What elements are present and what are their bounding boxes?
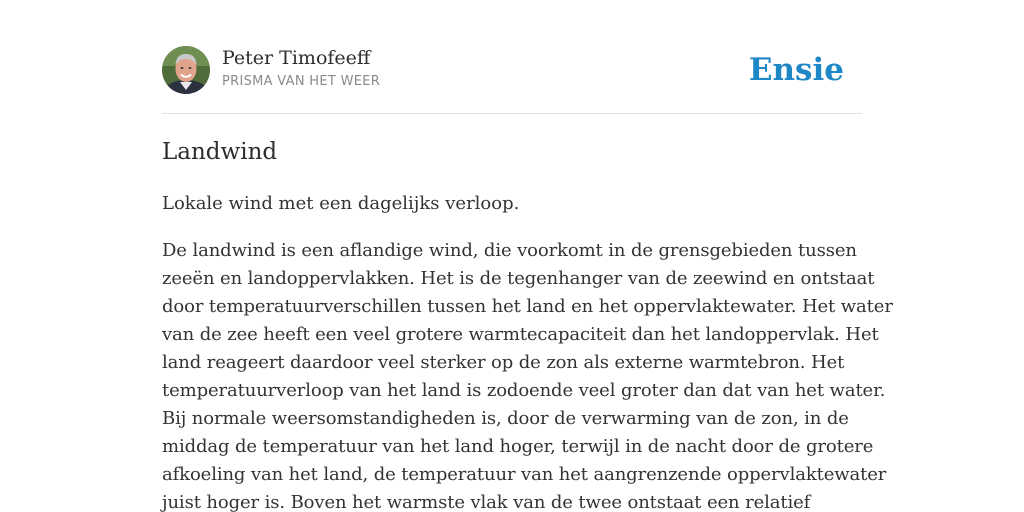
body-line: door temperatuurverschillen tussen het land en het oppervlaktewater. Het water [162,296,893,317]
body-line: zeeën en landoppervlakken. Het is de tegenhanger van de zeewind en ontstaat [162,268,875,289]
author-avatar[interactable] [162,46,210,94]
article-title: Landwind [162,139,278,165]
body-line: middag de temperatuur van het land hoger, terwijl in de nacht door de grotere [162,436,874,457]
body-line: juist hoger is. Boven het warmste vlak van de twee ontstaat een relatief [162,492,811,512]
author-subtitle[interactable]: PRISMA VAN HET WEER [222,74,381,89]
body-line: Bij normale weersomstandigheden is, door de verwarming van de zon, in de [162,408,849,429]
avatar-photo-icon [162,46,210,94]
article-summary: Lokale wind met een dagelijks verloop. [162,193,520,214]
body-line: temperatuurverloop van het land is zodoende veel groter dan dat van het water. [162,380,886,401]
body-line: van de zee heeft een veel grotere warmtecapaciteit dan het landoppervlak. Het [162,324,879,345]
article-body [162,237,893,512]
page-header [162,46,862,114]
body-line: afkoeling van het land, de temperatuur van het aangrenzende oppervlaktewater [162,464,887,485]
body-line: De landwind is een aflandige wind, die voorkomt in de grensgebieden tussen [162,240,857,261]
body-line: land reageert daardoor veel sterker op de zon als externe warmtebron. Het [162,352,845,373]
author-name[interactable]: Peter Timofeeff [222,47,371,69]
ensie-logo[interactable]: Ensie [748,52,844,88]
